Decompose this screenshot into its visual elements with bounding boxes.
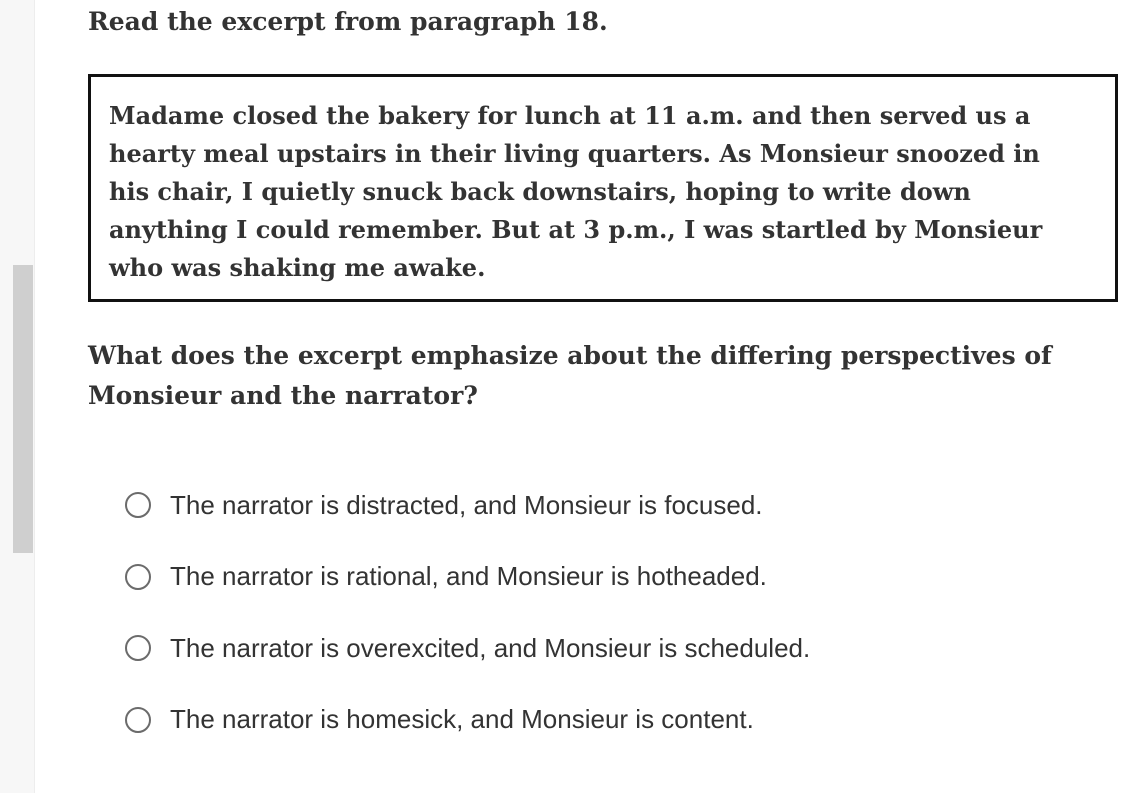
answer-option-label[interactable]: The narrator is distracted, and Monsieur is focused. bbox=[170, 489, 763, 520]
radio-button-icon[interactable] bbox=[125, 564, 151, 590]
excerpt-line: anything I could remember. But at 3 p.m., I was startled by Monsieur bbox=[109, 215, 1043, 244]
left-scroll-gutter bbox=[0, 0, 35, 793]
question-line: Monsieur and the narrator? bbox=[88, 381, 478, 410]
scrollbar-thumb[interactable] bbox=[13, 265, 33, 553]
excerpt-line: his chair, I quietly snuck back downstairs, hoping to write down bbox=[109, 177, 971, 206]
answer-option-d[interactable] bbox=[125, 699, 1025, 741]
answer-option-b[interactable] bbox=[125, 556, 1025, 598]
excerpt-line: Madame closed the bakery for lunch at 11 a.m. and then served us a bbox=[109, 101, 1031, 130]
question-text bbox=[88, 336, 1052, 416]
radio-button-icon[interactable] bbox=[125, 707, 151, 733]
answer-option-a[interactable] bbox=[125, 484, 1025, 526]
answer-option-label[interactable]: The narrator is rational, and Monsieur is hotheaded. bbox=[170, 561, 767, 591]
radio-button-icon[interactable] bbox=[125, 492, 151, 518]
excerpt-line: who was shaking me awake. bbox=[109, 253, 486, 282]
answer-option-label[interactable]: The narrator is overexcited, and Monsieur is scheduled. bbox=[170, 632, 811, 663]
instruction-heading: Read the excerpt from paragraph 18. bbox=[88, 7, 608, 36]
answer-option-label[interactable]: The narrator is homesick, and Monsieur is content. bbox=[170, 704, 754, 734]
excerpt-line: hearty meal upstairs in their living quarters. As Monsieur snoozed in bbox=[109, 139, 1040, 168]
answer-options bbox=[125, 484, 1025, 770]
answer-option-c[interactable] bbox=[125, 627, 1025, 669]
radio-button-icon[interactable] bbox=[125, 635, 151, 661]
excerpt-box bbox=[88, 74, 1118, 302]
question-line: What does the excerpt emphasize about the differing perspectives of bbox=[88, 341, 1052, 370]
